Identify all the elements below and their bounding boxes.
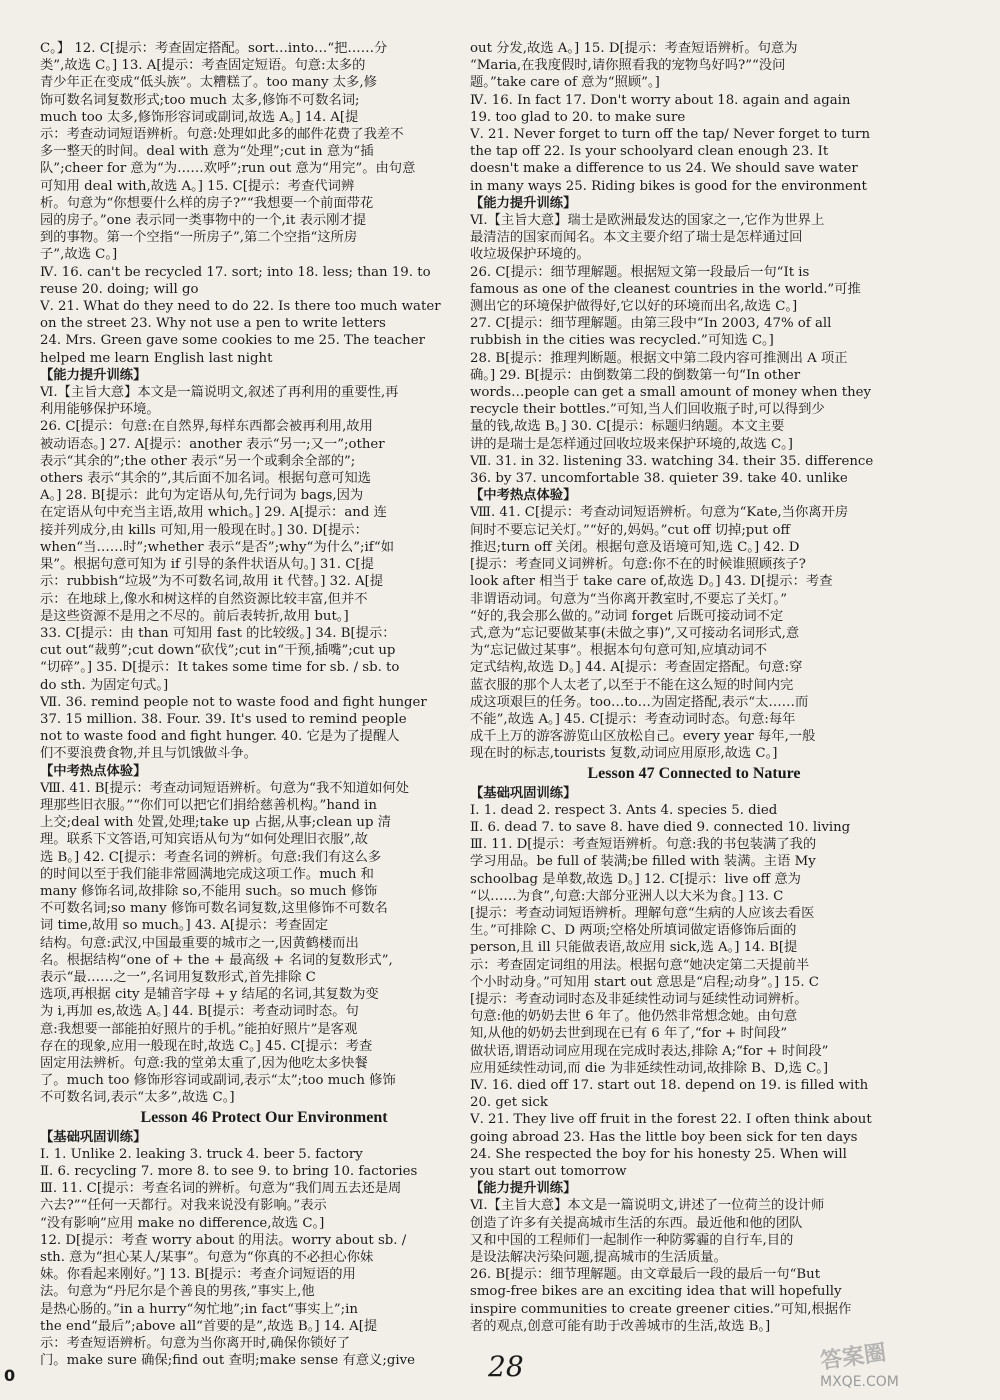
text-line: 27. C[提示：细节理解题。由第三段中“In 2003, 47% of all [470, 316, 832, 332]
text-line: 园的房子。”one 表示同一类事物中的一个,it 表示刚才提 [40, 213, 367, 229]
text-line: 37. 15 million. 38. Four. 39. It's used to remind people [40, 711, 407, 727]
section-header: 【基础巩固训练】 [470, 785, 577, 801]
text-line: Ⅵ.【主旨大意】本文是一篇说明文,叙述了再利用的重要性,再 [40, 385, 399, 401]
text-line: 到的事物。第一个空指“一所房子”,第二个空指“这所房 [40, 230, 358, 246]
text-line: 间时不要忘记关灯。”“好的,妈妈。”cut off 切掉;put off [470, 522, 790, 538]
text-line: 收垃圾保护环境的。 [470, 247, 590, 263]
text-line: the end“最后”;above all“首要的是”,故选 B。] 14. A[提 [40, 1318, 378, 1334]
text-line: A。] 28. B[提示：此句为定语从句,先行词为 bags,因为 [40, 488, 364, 504]
text-line: “Maria,在我度假时,请你照看我的宠物鸟好吗?”“没问 [470, 58, 786, 74]
text-line: 六去?”“任何一天都行。对我来说没有影响。”表示 [40, 1198, 327, 1214]
text-line: 被动语态。] 27. A[提示：another 表示“另一;又一”;other [40, 436, 385, 452]
text-line: Ⅴ. 21. What do they need to do 22. Is there too much water [40, 299, 441, 315]
text-line: out 分发,故选 A。] 15. D[提示：考查短语辨析。句意为 [470, 41, 798, 56]
text-line: Ⅰ. 1. Unlike 2. leaking 3. truck 4. beer 5. factory [40, 1146, 363, 1162]
text-line: 28. B[提示：推理判断题。根据文中第二段内容可推测出 A 项正 [470, 350, 848, 366]
text-line: 是设法解决污染问题,提高城市的生活质量。 [470, 1250, 727, 1266]
text-line: doesn't make a difference to us 24. We should save water [470, 161, 858, 177]
text-line: 蓝衣服的那个人太老了,以至于不能在这么短的时间内完 [470, 677, 794, 693]
text-line: 非谓语动词。句意为“当你离开教室时,不要忘了关灯。” [470, 591, 787, 607]
text-line: 知,从他的奶奶去世到现在已有 6 年了,“for + 时间段” [470, 1026, 788, 1042]
handwritten-page-number: 28 [488, 1350, 524, 1383]
text-line: 妹。你看起来刚好。”] 13. B[提示：考查介词短语的用 [40, 1267, 356, 1283]
section-header: 【能力提升训练】 [470, 195, 577, 211]
text-line: Ⅲ. 11. D[提示：考查短语辨析。句意:我的书包装满了我的 [470, 837, 817, 853]
text-line: 子”,故选 C。] [40, 247, 118, 263]
text-line: 36. by 37. uncomfortable 38. quieter 39. take 40. unlike [470, 471, 848, 487]
text-line: 示：rubbish“垃圾”为不可数名词,故用 it 代替。] 32. A[提 [40, 574, 384, 590]
text-line: many 修饰名词,故排除 so,不能用 such。so much 修饰 [40, 883, 378, 899]
text-line: 12. D[提示：考查 worry about 的用法。worry about sb. / [40, 1232, 407, 1248]
text-line: person,且 ill 只能做表语,故应用 sick,选 A。] 14. B[提 [470, 940, 798, 956]
text-line: much too 太多,修饰形容词或副词,故选 A。] 14. A[提 [40, 109, 359, 125]
text-line: 示：考查动词短语辨析。句意:处理如此多的邮件花费了我差不 [40, 127, 404, 143]
text-line: 可知用 deal with,故选 A。] 15. C[提示：考查代词辨 [40, 178, 355, 194]
text-line: 33. C[提示：由 than 可知用 fast 的比较级。] 34. B[提示： [40, 625, 396, 641]
text-line: Ⅳ. 16. died off 17. start out 18. depend on 19. is filled with [470, 1077, 869, 1093]
text-line: 为“忘记做过某事”。根据本句句意可知,应填动词不 [470, 643, 768, 659]
text-line: 学习用品。be full of 装满;be filled with 装满。主语 My [470, 854, 816, 870]
text-line: [提示：考查动词时态及非延续性动词与延续性动词辨析。 [470, 991, 808, 1007]
lesson-title: Lesson 47 Connected to Nature [587, 764, 801, 782]
text-line: 表示“其余的”;the other 表示“另一个或剩余全部的”; [40, 453, 356, 469]
text-line: 不能”,故选 A。] 45. C[提示：考查动词时态。句意:每年 [470, 711, 796, 727]
text-line: Ⅷ. 41. B[提示：考查动词短语辨析。句意为“我不知道如何处 [40, 780, 410, 796]
text-line: cut out“裁剪”;cut down“砍伐”;cut in“干预,插嘴”;cut up [40, 643, 396, 659]
text-line: 生。”可排除 C、D 两项;空格处所填词做定语修饰后面的 [470, 923, 797, 939]
text-line: 类”,故选 C。] 13. A[提示：考查固定短语。句意:太多的 [40, 58, 366, 74]
text-line: 选 B。] 42. C[提示：考查名词的辨析。句意:我们有这么多 [40, 849, 382, 865]
text-line: 存在的现象,应用一般现在时,故选 C。] 45. C[提示：考查 [40, 1038, 373, 1054]
text-line: 法。句意为“丹尼尔是个善良的男孩,”事实上,他 [40, 1284, 315, 1300]
text-line: Ⅳ. 16. In fact 17. Don't worry about 18. again and again [470, 92, 851, 108]
text-line: 词 time,故用 so much。] 43. A[提示：考查固定 [40, 918, 329, 934]
text-line: 表示“最……之一”,名词用复数形式,首先排除 C [40, 969, 316, 985]
text-line: “好的,我会那么做的。”动词 forget 后既可接动词不定 [470, 608, 784, 624]
text-line: “以……为食”,句意:大部分亚洲人以大米为食。] 13. C [470, 888, 784, 904]
text-line: reuse 20. doing; will go [40, 281, 199, 297]
text-line: Ⅲ. 11. C[提示：考查名词的辨析。句意为“我们周五去还是周 [40, 1181, 402, 1197]
text-line: “切碎”。] 35. D[提示：It takes some time for sb. / sb. to [40, 660, 400, 676]
text-line: 名。根据结构“one of + the + 最高级 + 名词的复数形式”, [40, 952, 393, 968]
text-line: 26. C[提示：细节理解题。根据短文第一段最后一句“It is [470, 264, 810, 280]
text-line: 式,意为“忘记要做某事(未做之事)”,又可接动名词形式,意 [470, 625, 800, 641]
text-line: “没有影响”应用 make no difference,故选 C。] [40, 1215, 325, 1231]
text-line: 成千上万的游客游览山区放松自己。every year 每年,一般 [470, 729, 816, 745]
text-line: [提示：考查同义词辨析。句意:你不在的时候谁照顾孩子? [470, 557, 806, 573]
text-line: 果”。根据句意可知为 if 引导的条件状语从句。] 31. C[提 [40, 557, 374, 573]
text-line: 确。] 29. B[提示：由倒数第二段的倒数第一句“In other [470, 367, 801, 383]
text-line: sth. 意为“担心某人/某事”。句意为“你真的不必担心你妹 [40, 1250, 374, 1266]
text-line: 们不要浪费食物,并且与饥饿做斗争。 [40, 746, 257, 762]
text-line: schoolbag 是单数,故选 D。] 12. C[提示：live off 意为 [470, 871, 801, 887]
text-line: 26. C[提示：句意:在自然界,每样东西都会被再利用,故用 [40, 419, 373, 435]
text-line: famous as one of the cleanest countries in the world.”可推 [470, 281, 861, 297]
text-line: 26. B[提示：细节理解题。由文章最后一段的最后一句“But [470, 1267, 821, 1283]
text-line: 利用能够保护环境。 [40, 402, 160, 418]
text-line: 应用延续性动词,而 die 为非延续性动词,故排除 B、D,选 C。] [470, 1060, 829, 1076]
text-line: 示：在地球上,像水和树这样的自然资源比较丰富,但并不 [40, 591, 368, 607]
text-line: others 表示“其余的”,其后面不加名词。根据句意可知选 [40, 471, 371, 487]
text-line: 固定用法辨析。句意:我的堂弟太重了,因为他吃太多快餐 [40, 1055, 368, 1071]
page-number: 0 [4, 1366, 16, 1385]
text-line: inspire communities to create greener cities.”可知,根据作 [470, 1301, 852, 1317]
lesson-title: Lesson 46 Protect Our Environment [140, 1108, 388, 1126]
text-line: 队”;cheer for 意为“为……欢呼”;run out 意为“用完”。由句意 [40, 161, 416, 177]
text-line: 示：考查短语辨析。句意为当你离开时,确保你锁好了 [40, 1336, 351, 1352]
text-line: 者的观点,创意可能有助于改善城市的生活,故选 B。] [470, 1318, 771, 1334]
text-line: 19. too glad to 20. to make sure [470, 109, 686, 125]
text-line: 成这项艰巨的任务。too…to…为固定搭配,表示“太……而 [470, 694, 809, 710]
text-line: 最清洁的国家而闻名。本文主要介绍了瑞士是怎样通过回 [470, 230, 803, 246]
text-line: 20. get sick [470, 1095, 548, 1111]
text-line: 结构。句意:武汉,中国最重要的城市之一,因黄鹤楼而出 [40, 935, 359, 951]
text-line: 的时间以至于我们能非常圆满地完成这项工作。much 和 [40, 866, 374, 882]
text-line: 不可数名词;so many 修饰可数名词复数,这里修饰不可数名 [40, 901, 388, 917]
text-line: Ⅳ. 16. can't be recycled 17. sort; into 18. less; than 19. to [40, 264, 431, 280]
text-line: do sth. 为固定句式。] [40, 677, 169, 693]
text-line: 是这些资源不是用之不尽的。前后表转折,故用 but。] [40, 608, 349, 624]
text-line: 理那些旧衣服。”“你们可以把它们捐给慈善机构。”hand in [40, 797, 377, 813]
text-line: 24. She respected the boy for his honesty 25. When will [470, 1146, 847, 1162]
text-line: not to waste food and fight hunger. 40. 它是为了提醒人 [40, 729, 400, 745]
text-line: you start out tomorrow [470, 1164, 627, 1179]
text-line: in many ways 25. Riding bikes is good for the environment [470, 178, 867, 194]
text-line: 量的钱,故选 B。] 30. C[提示：标题归纳题。本文主要 [470, 419, 785, 435]
text-line: Ⅶ. 31. in 32. listening 33. watching 34. their 35. difference [470, 453, 874, 469]
text-line: look after 相当于 take care of,故选 D。] 43. D[提示：考查 [470, 574, 833, 590]
text-line: 了。much too 修饰形容词或副词,表示“太”;too much 修饰 [40, 1073, 396, 1089]
text-line: 饰可数名词复数形式;too much 太多,修饰不可数名词; [40, 92, 360, 108]
text-line: 个小时动身。”可知用 start out 意思是“启程;动身”。] 15. C [470, 974, 819, 990]
text-line: 句意:他的奶奶去世 6 年了。他仍然非常想念她。由句意 [470, 1009, 798, 1025]
text-line: Ⅷ. 41. C[提示：考查动词短语辨析。句意为“Kate,当你离开房 [470, 505, 849, 521]
text-line: Ⅶ. 36. remind people not to waste food and fight hunger [40, 694, 427, 710]
text-line: Ⅵ.【主旨大意】本文是一篇说明文,讲述了一位荷兰的设计师 [470, 1198, 825, 1214]
section-header: 【基础巩固训练】 [40, 1129, 147, 1145]
text-line: Ⅰ. 1. dead 2. respect 3. Ants 4. species 5. died [470, 802, 778, 818]
section-header: 【中考热点体验】 [470, 488, 577, 504]
text-line: helped me learn English last night [40, 350, 273, 366]
text-line: 做状语,谓语动词应用现在完成时表达,排除 A;“for + 时间段” [470, 1043, 829, 1059]
text-line: when“当……时”;whether 表示“是否”;why“为什么”;if“如 [40, 539, 395, 555]
text-line: 又和中国的工程师们一起制作一种防雾霾的自行车,目的 [470, 1232, 794, 1248]
text-line: 选项,再根据 city 是辅音字母 + y 结尾的名词,其复数为变 [40, 987, 379, 1003]
watermark-url: MXQE.COM [820, 1374, 899, 1390]
text-line: on the street 23. Why not use a pen to write letters [40, 316, 386, 332]
text-line: 定式结构,故选 D。] 44. A[提示：考查固定搭配。句意:穿 [470, 660, 803, 676]
text-line: 析。句意为“你想要什么样的房子?”“我想要一个前面带花 [40, 195, 374, 211]
text-line: 创造了许多有关提高城市生活的东西。最近他和他的团队 [470, 1215, 803, 1231]
left-column [40, 40, 488, 1369]
text-line: 多一整天的时间。deal with 意为“处理”;cut in 意为“插 [40, 144, 374, 160]
text-line: Ⅱ. 6. recycling 7. more 8. to see 9. to bring 10. factories [40, 1164, 418, 1179]
text-line: 示：考查固定词组的用法。根据句意“她决定第二天提前半 [470, 957, 810, 973]
text-line: 门。make sure 确保;find out 查明;make sense 有意义;give [40, 1353, 415, 1369]
text-line: the tap off 22. Is your schoolyard clean enough 23. It [470, 144, 829, 160]
text-line: going abroad 23. Has the little boy been sick for ten days [470, 1129, 858, 1145]
text-line: 现在时的标志,tourists 复数,动词应用原形,故选 C。] [470, 746, 778, 762]
text-line: smog-free bikes are an exciting idea that will hopefully [470, 1284, 842, 1300]
text-line: rubbish in the cities was recycled.”可知选 C。] [470, 333, 774, 349]
watermark-logo: 答案圈 [818, 1340, 888, 1375]
text-line: 为 i,再加 es,故选 A。] 44. B[提示：考查动词时态。句 [40, 1004, 359, 1020]
right-column [470, 40, 918, 1335]
text-line: Ⅱ. 6. dead 7. to save 8. have died 9. connected 10. living [470, 819, 851, 835]
text-line: 24. Mrs. Green gave some cookies to me 25. The teacher [40, 333, 425, 349]
text-line: 不可数名词,表示“太多”,故选 C。] [40, 1090, 235, 1106]
text-line: Ⅴ. 21. They live off fruit in the forest 22. I often think about [470, 1112, 872, 1128]
text-line: 理。联系下文答语,可知宾语从句为“如何处理旧衣服”,故 [40, 832, 368, 848]
text-line: Ⅴ. 21. Never forget to turn off the tap/ Never forget to turn [470, 127, 871, 143]
text-line: 是热心肠的。”in a hurry“匆忙地”;in fact“事实上”;in [40, 1301, 358, 1317]
text-line: 接并列成分,由 kills 可知,用一般现在时。] 30. D[提示： [40, 522, 368, 538]
text-line: 测出它的环境保护做得好,它以好的环境而出名,故选 C。] [470, 299, 798, 315]
text-line: 意:我想要一部能拍好照片的手机。”能拍好照片”是客观 [40, 1021, 358, 1037]
text-line: C。】 12. C[提示：考查固定搭配。sort…into…“把……分 [40, 41, 388, 56]
section-header: 【能力提升训练】 [40, 367, 147, 383]
text-line: 讲的是瑞士是怎样通过回收垃圾来保护环境的,故选 C。] [470, 436, 793, 452]
text-line: [提示：考查动词短语辨析。理解句意“生病的人应该去看医 [470, 905, 815, 921]
text-line: words…people can get a small amount of money when they [470, 385, 872, 401]
text-line: 推迟;turn off 关闭。根据句意及语境可知,选 C。] 42. D [470, 539, 800, 555]
text-line: Ⅵ.【主旨大意】瑞士是欧洲最发达的国家之一,它作为世界上 [470, 213, 825, 229]
text-line: 上交;deal with 处置,处理;take up 占据,从事;clean up 清 [40, 815, 392, 831]
section-header: 【中考热点体验】 [40, 763, 147, 779]
text-line: recycle their bottles.”可知,当人们回收瓶子时,可以得到少 [470, 402, 825, 418]
text-line: 在定语从句中充当主语,故用 which。] 29. A[提示：and 连 [40, 505, 387, 521]
section-header: 【能力提升训练】 [470, 1181, 577, 1197]
text-line: 青少年正在变成“低头族”。太糟糕了。too many 太多,修 [40, 75, 377, 91]
text-line: 题。”take care of 意为“照顾”。] [470, 75, 660, 91]
